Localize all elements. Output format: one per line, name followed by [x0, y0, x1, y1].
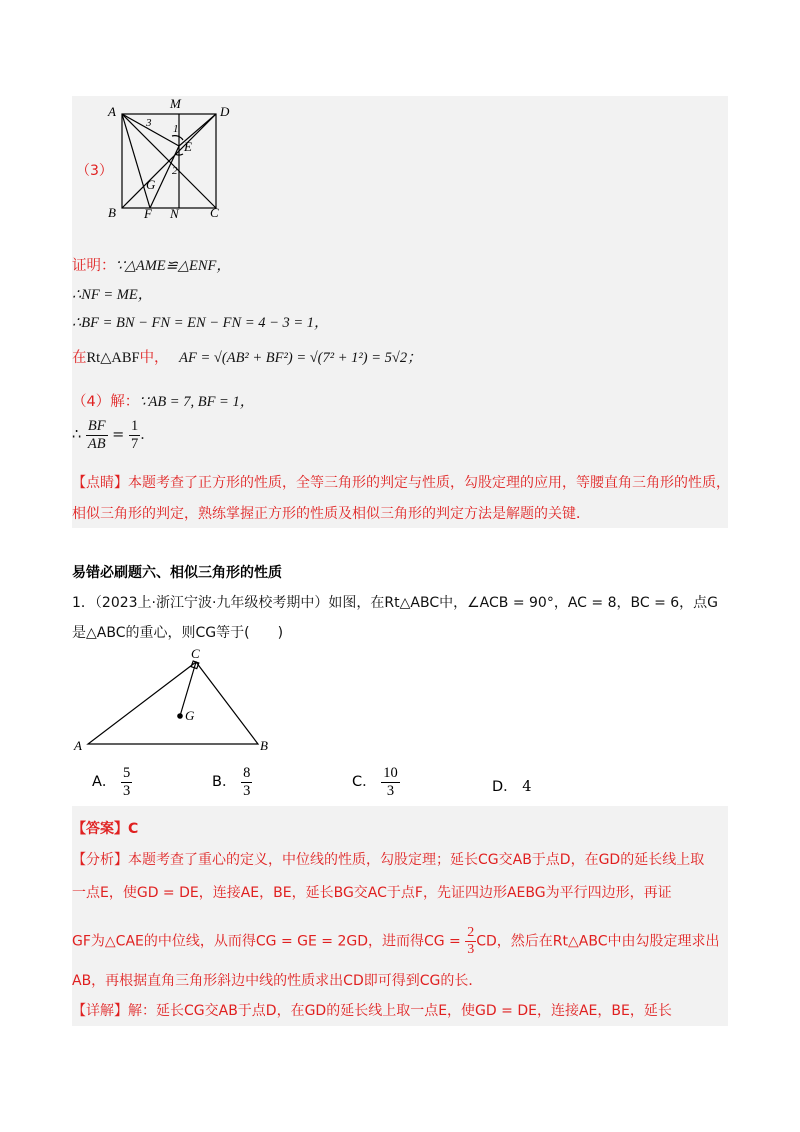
- question-1-line-1: 1．（2023上·浙江宁波·九年级校考期中）如图，在Rt△ABC中，∠ACB = 90°，AC = 8，BC = 6，点G: [72, 595, 719, 611]
- question-1-line-2: 是△ABC的重心，则CG等于( ): [72, 625, 284, 641]
- part4-label: （4）解：: [72, 394, 140, 410]
- angle-mark-1: [172, 136, 183, 140]
- comment-text-1: 本题考查了正方形的性质，全等三角形的判定与性质，勾股定理的应用，等腰直角三角形的性质，: [128, 475, 730, 491]
- fraction-7-denominator: 7: [130, 435, 139, 452]
- triangle-figure: [68, 644, 288, 756]
- fraction-bf-numerator: BF: [87, 418, 106, 434]
- section-heading: 易错必刷题六、相似三角形的性质: [72, 565, 282, 581]
- fraction-ab-denominator: AB: [87, 435, 106, 452]
- analysis-fraction-two-thirds: [465, 925, 476, 958]
- analysis-frac-num: 2: [465, 925, 476, 942]
- option-d-letter: D．: [492, 779, 518, 795]
- option-d[interactable]: [492, 775, 532, 796]
- part4-ratio-line: [72, 418, 155, 452]
- option-d-value: 4: [522, 779, 532, 795]
- proof-line-3: ∴BF = BN − FN = EN − FN = 4 − 3 = 1，: [72, 315, 329, 331]
- option-c[interactable]: [352, 765, 400, 799]
- proof-zhong: 中，: [139, 350, 169, 366]
- analysis-text-3a: GF为△CAE的中位线，从而得CG = GE = 2GD，进而得CG =: [72, 933, 461, 950]
- detail-text-1: 解：延长CG交AB于点D，在GD的延长线上取一点E，使GD = DE，连接AE，BE，延长: [128, 1003, 672, 1019]
- option-b-den: 3: [243, 782, 251, 799]
- proof-line-2: ∴NF = ME，: [72, 287, 153, 303]
- option-b-num: 8: [243, 765, 251, 781]
- option-b[interactable]: [212, 765, 252, 799]
- fraction-bf-ab: [86, 418, 108, 452]
- option-c-fraction: [381, 765, 400, 799]
- label-b: B: [260, 738, 268, 753]
- option-c-num: 10: [383, 765, 398, 781]
- answer-value: C: [128, 821, 139, 837]
- label-angle-1: 1: [173, 123, 179, 135]
- analysis-line-1: [72, 849, 704, 869]
- option-a-letter: A．: [92, 774, 117, 791]
- detail-line-1: [72, 1000, 672, 1020]
- comment-line-2: 相似三角形的判定，熟练掌握正方形的性质及相似三角形的判定方法是解题的关键．: [72, 506, 590, 522]
- label-angle-3: 3: [146, 117, 152, 129]
- part4-end: ．: [140, 427, 155, 444]
- analysis-frac-den: 3: [467, 942, 475, 958]
- analysis-tag: 【分析】: [72, 852, 128, 868]
- label-d: D: [220, 104, 230, 119]
- analysis-text-1: 本题考查了重心的定义，中位线的性质，勾股定理；延长CG交AB于点D，在GD的延长线上取: [128, 852, 705, 868]
- analysis-text-3b: CD，然后在Rt△ABC中由勾股定理求出: [476, 933, 720, 950]
- label-a: A: [74, 738, 82, 753]
- detail-tag: 【详解】: [72, 1003, 128, 1019]
- label-c: C: [210, 205, 219, 220]
- label-g: G: [146, 177, 156, 192]
- part4-line-1: [72, 390, 254, 411]
- proof-af-formula: AF = √(AB² + BF²) = √(7² + 1²) = 5√2；: [179, 350, 422, 366]
- fraction-1-numerator: 1: [130, 418, 139, 434]
- proof-in: 在: [72, 350, 87, 366]
- analysis-line-2: 一点E，使GD = DE，连接AE，BE，延长BG交AC于点F，先证四边形AEBG为平行四边形，再证: [72, 885, 672, 901]
- proof-rt-triangle: Rt△ABF: [86, 350, 140, 366]
- proof-prefix: 证明：: [72, 258, 116, 274]
- proof-congruence: ∵△AME≌△ENF，: [115, 258, 231, 274]
- comment-line-1: [72, 472, 730, 492]
- therefore-symbol: ∴: [72, 427, 82, 444]
- part3-label: （3）: [76, 163, 113, 179]
- triangle-abc: [88, 662, 258, 744]
- label-a: A: [108, 104, 116, 119]
- part4-given: ∵AB = 7, BF = 1，: [139, 394, 255, 410]
- label-f: F: [144, 206, 152, 220]
- option-b-fraction: [241, 765, 252, 799]
- analysis-line-3: [72, 925, 720, 958]
- label-e: E: [184, 139, 192, 154]
- fraction-one-seventh: [129, 418, 140, 452]
- proof-line-4: [72, 346, 422, 367]
- label-g: G: [185, 708, 195, 723]
- equals-sign: =: [112, 427, 125, 444]
- option-c-letter: C．: [352, 774, 377, 791]
- comment-tag: 【点睛】: [72, 475, 128, 491]
- answer-block-shade-bottom: [72, 806, 728, 1026]
- option-a-num: 5: [123, 765, 131, 781]
- label-c: C: [191, 646, 200, 661]
- option-a[interactable]: [92, 765, 132, 799]
- answer-tag: 【答案】: [72, 821, 128, 837]
- analysis-line-4: AB，再根据直角三角形斜边中线的性质求出CD即可得到CG的长．: [72, 973, 483, 989]
- label-b: B: [108, 205, 116, 220]
- label-n: N: [170, 206, 179, 220]
- option-b-letter: B．: [212, 774, 237, 791]
- answer-line: [72, 818, 138, 838]
- proof-line-1: [72, 254, 231, 275]
- label-angle-2: 2: [172, 165, 178, 177]
- centroid-g-dot: [177, 713, 183, 719]
- option-c-den: 3: [386, 782, 395, 799]
- label-m: M: [170, 96, 181, 111]
- option-a-den: 3: [123, 782, 131, 799]
- square-figure: [100, 96, 240, 220]
- option-a-fraction: [121, 765, 132, 799]
